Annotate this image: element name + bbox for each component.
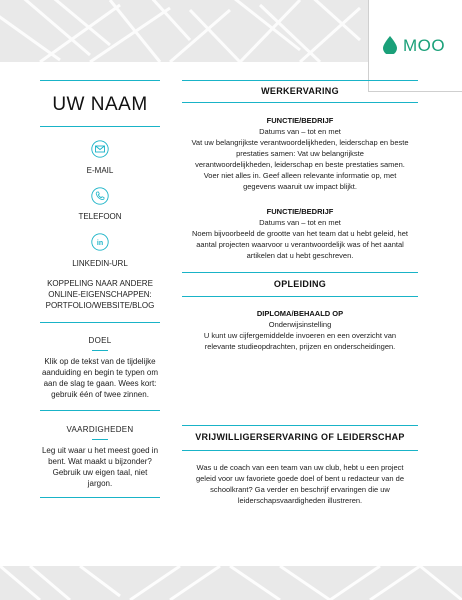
- job-1-line: prestaties samen: Vat uw belangrijkste: [236, 149, 364, 158]
- job-2-title: FUNCTIE/BEDRIJF: [266, 207, 334, 216]
- mail-icon: [91, 140, 109, 158]
- skills-rule: [40, 497, 160, 498]
- experience-bottom-rule: [182, 102, 418, 103]
- job-1-line: gegevens waaruit uw impact blijkt.: [243, 182, 357, 191]
- job-2-dates: Datums van – tot en met: [259, 218, 341, 227]
- volunteer-bottom-rule: [182, 450, 418, 451]
- online-links-text: KOPPELING NAAR ANDERE ONLINE-EIGENSCHAPPEN: PORTFOLIO/WEBSITE/BLOG: [45, 279, 155, 310]
- degree-title: DIPLOMA/BEHAALD OP: [256, 309, 344, 318]
- phone-label: TELEFOON: [78, 212, 122, 221]
- volunteer-heading: VRIJWILLIGERSERVARING OF LEIDERSCHAP: [195, 432, 405, 442]
- skills-text: Leg uit waar u het meest goed in bent. Wat maakt u bijzonder? Gebruik uw eigen taal, niet jargon.: [41, 446, 159, 488]
- education-heading: OPLEIDING: [273, 279, 327, 289]
- goal-heading: DOEL: [88, 336, 112, 345]
- education-line: U kunt uw cijfergemiddelde invoeren en een overzicht van: [203, 331, 397, 340]
- goal-heading-rule: [92, 350, 108, 351]
- goal-rule: [40, 410, 160, 411]
- volunteer-top-rule: [182, 425, 418, 426]
- footer-pattern: [0, 566, 462, 600]
- linkedin-icon: [91, 233, 109, 251]
- volunteer-line: schoolkrant? Ga verder en beschrijf ervaringen die uw: [210, 485, 390, 494]
- job-1-line: Vat uw belangrijkste verantwoordelijkheden, leiderschap en beste: [191, 138, 409, 147]
- job-2-line: artikelen dat u hebt geschreven.: [246, 251, 354, 260]
- education-bottom-rule: [182, 296, 418, 297]
- skills-heading: VAARDIGHEDEN: [66, 425, 134, 434]
- name-rule: [40, 126, 160, 127]
- job-1-line: Voer niet alles in. Geef alleen relevante informatie op, met: [203, 171, 397, 180]
- volunteer-line: leiderschapsvaardigheden illustreren.: [237, 496, 363, 505]
- job-1-dates: Datums van – tot en met: [259, 127, 341, 136]
- education-line: relevante studieopdrachten, prijzen en onderscheidingen.: [204, 342, 396, 351]
- logo-box: [368, 0, 462, 92]
- linkedin-label: LINKEDIN-URL: [72, 259, 128, 268]
- moo-drop-icon: [383, 36, 397, 54]
- job-1-line: verantwoordelijkheden, leiderschap en beste prestaties samen.: [195, 160, 405, 169]
- footer-pattern-band: [0, 566, 462, 600]
- goal-text: Klik op de tekst van de tijdelijke aanduiding en begin te typen om aan de slag te gaan. Wees kort: gebruik één of twee zinnen.: [41, 357, 159, 399]
- job-1-title: FUNCTIE/BEDRIJF: [266, 116, 334, 125]
- logo-text: MOO: [403, 36, 446, 55]
- job-2-line: Noem bijvoorbeeld de grootte van het team dat u hebt geleid, het: [192, 229, 408, 238]
- experience-top-rule: [182, 80, 418, 81]
- volunteer-line: Was u de coach van een team van uw club, hebt u een project: [196, 463, 404, 472]
- skills-heading-rule: [92, 439, 108, 440]
- volunteer-line: geleid voor uw favoriete goede doel of bent u redacteur van de: [195, 474, 405, 483]
- candidate-name: UW NAAM: [52, 94, 148, 115]
- experience-heading: WERKERVARING: [261, 86, 339, 96]
- links-rule: [40, 322, 160, 323]
- education-top-rule: [182, 272, 418, 273]
- phone-icon: [91, 187, 109, 205]
- svg-text:in: in: [96, 240, 104, 247]
- email-label: E-MAIL: [86, 166, 114, 175]
- institution: Onderwijsinstelling: [268, 320, 332, 329]
- sidebar-top-rule: [40, 80, 160, 81]
- job-2-line: aantal projecten waarvoor u verantwoordelijk was of het aantal: [196, 240, 404, 249]
